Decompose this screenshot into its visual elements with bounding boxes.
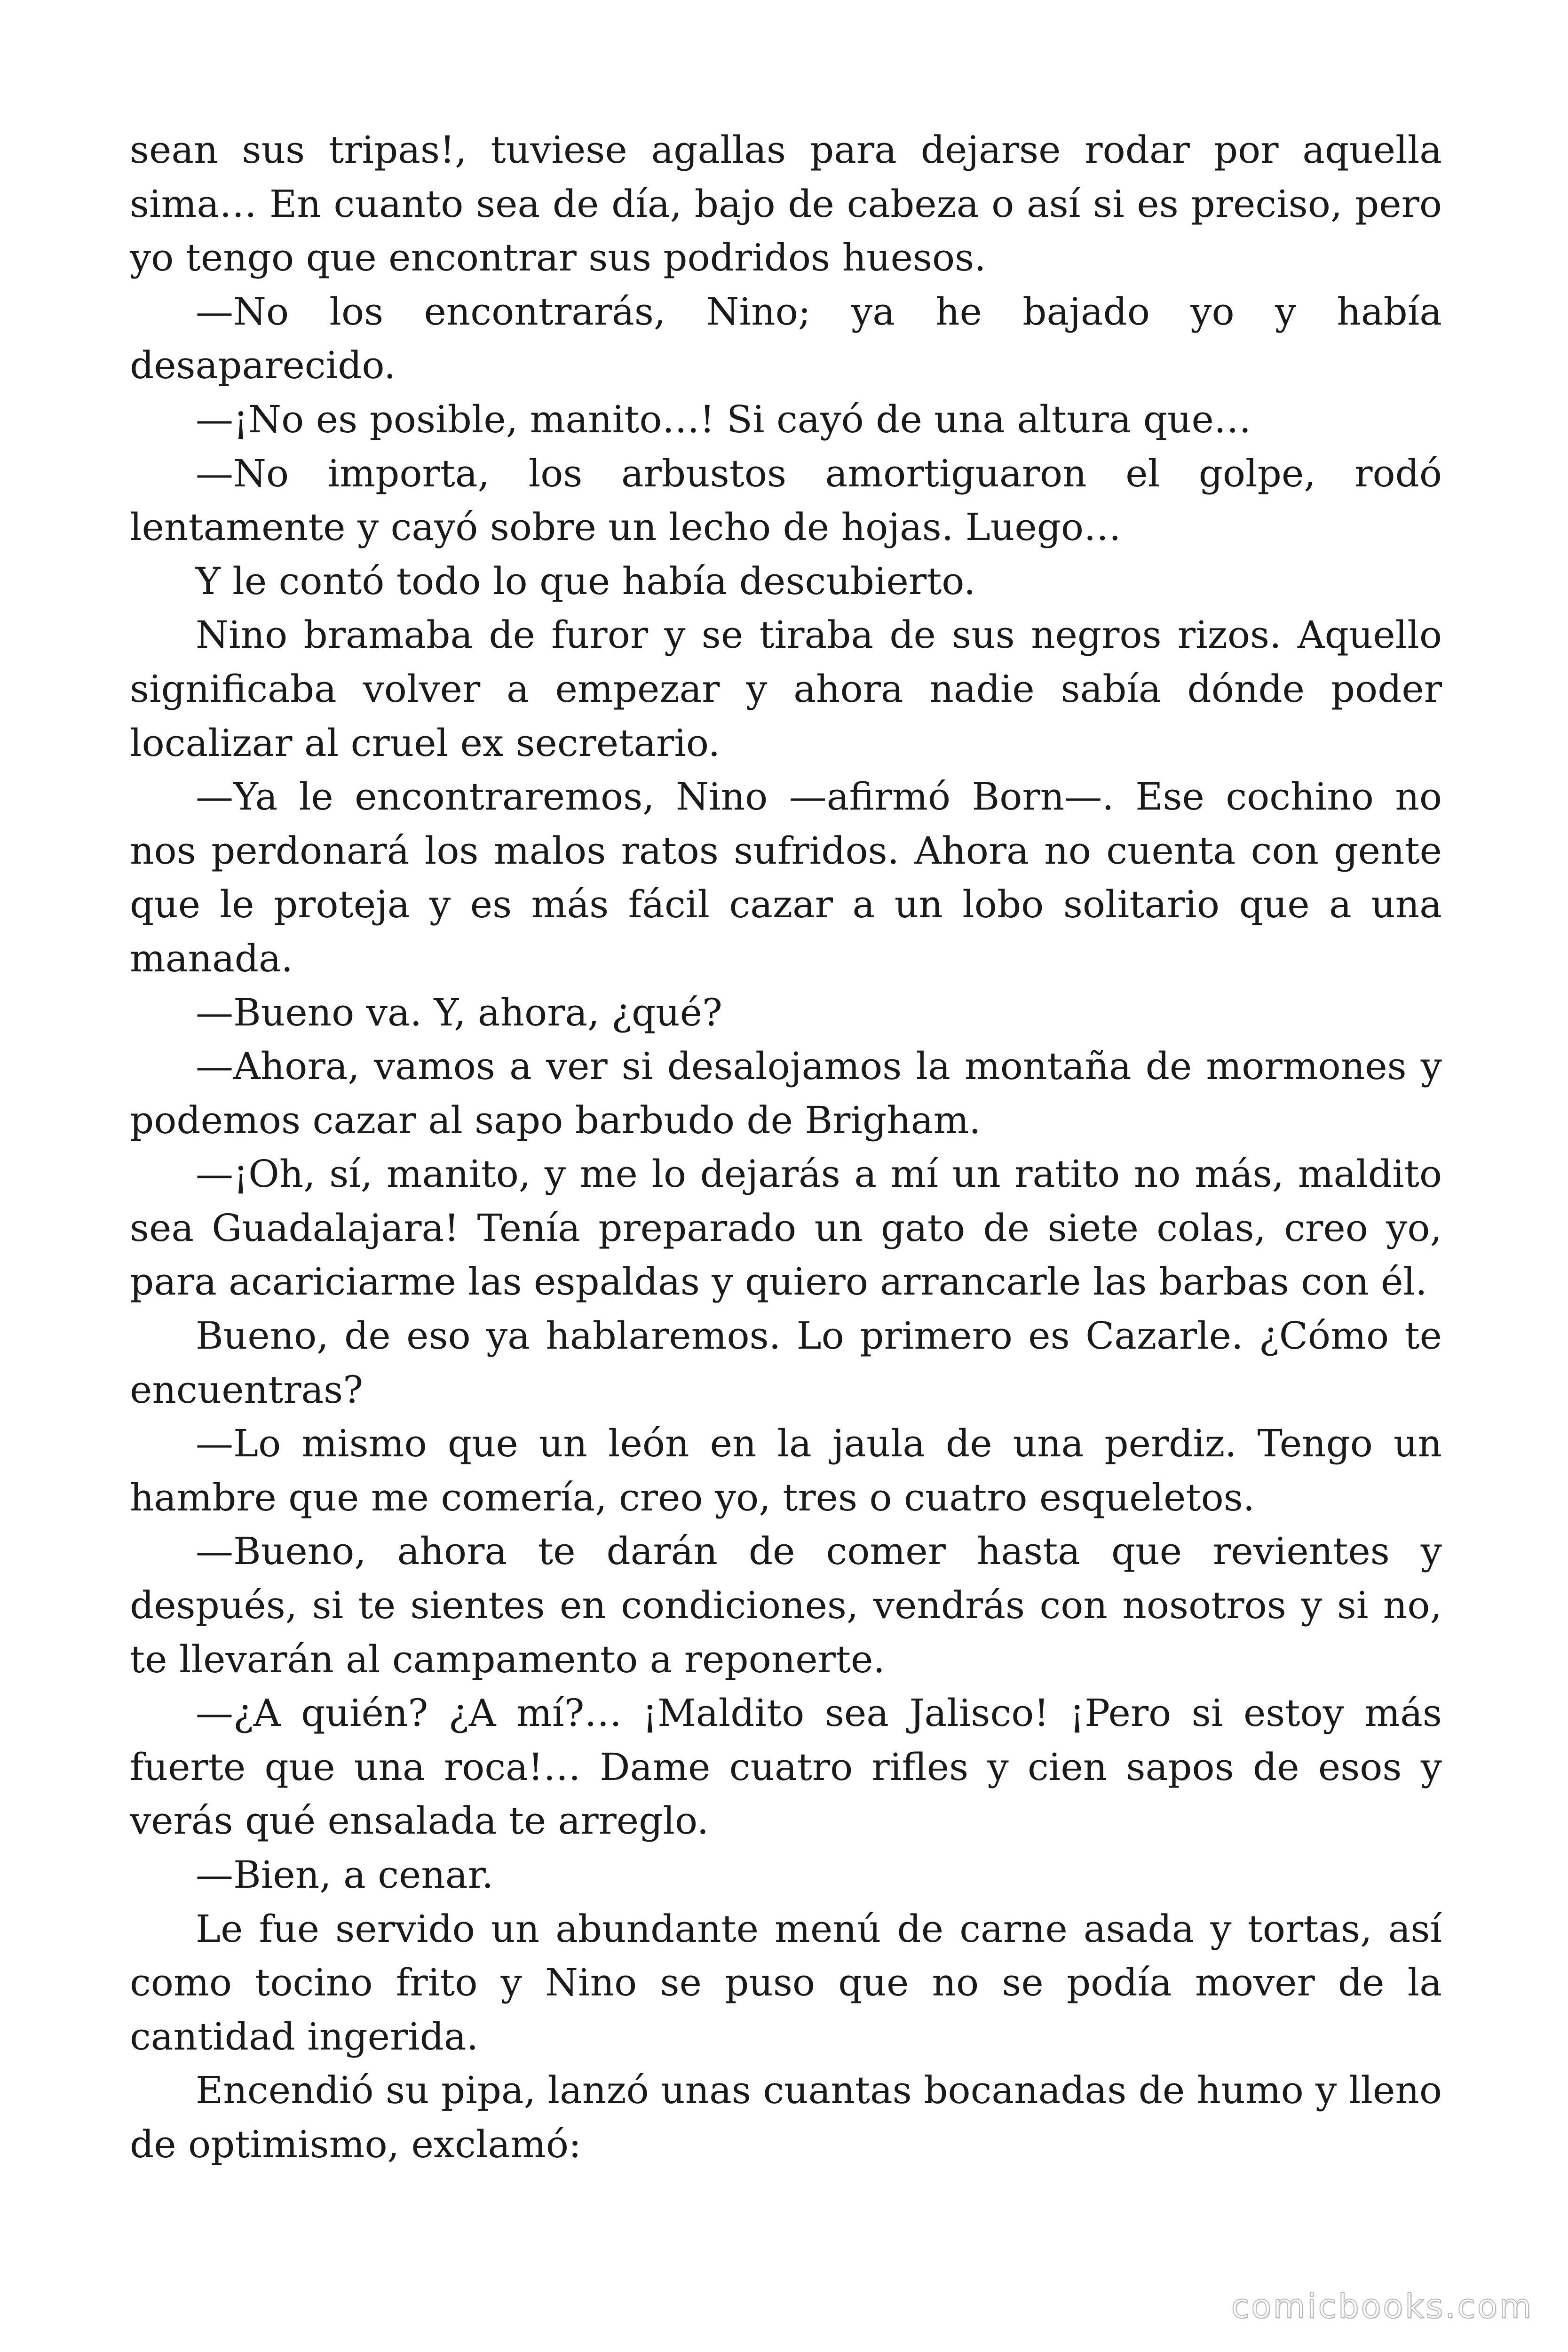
watermark-logo: comicbooks.com [1231, 2287, 1533, 2326]
paragraph-4: —No importa, los arbustos amortiguaron el golpe, rodó lentamente y cayó sobre un lecho de hojas. Luego… [130, 451, 1442, 549]
paragraph-10: —¡Oh, sí, manito, y me lo dejarás a mí un ratito no más, maldito sea Guadalajara! Tenía preparado un gato de siete colas, creo yo, para acariciarme las espaldas y quiero arrancarle las barbas con él. [130, 1152, 1442, 1304]
paragraph-6: Nino bramaba de furor y se tiraba de sus negros rizos. Aquello significaba volver a empezar y ahora nadie sabía dónde poder localizar al cruel ex secretario. [130, 613, 1442, 765]
paragraph-12: —Lo mismo que un león en la jaula de una perdiz. Tengo un hambre que me comería, creo yo, tres o cuatro esqueletos. [130, 1422, 1442, 1519]
paragraph-14: —¿A quién? ¿A mí?… ¡Maldito sea Jalisco! ¡Pero si estoy más fuerte que una roca!… Dame cuatro rifles y cien sapos de esos y verás qué ensalada te arreglo. [130, 1691, 1442, 1843]
paragraph-3: —¡No es posible, manito…! Si cayó de una altura que… [196, 397, 1251, 441]
paragraph-5: Y le contó todo lo que había descubierto. [196, 559, 976, 603]
paragraph-1: sean sus tripas!, tuviese agallas para dejarse rodar por aquella sima… En cuanto sea de día, bajo de cabeza o así si es preciso, pero yo tengo que encontrar sus podridos huesos. [130, 128, 1442, 280]
paragraph-13: —Bueno, ahora te darán de comer hasta que revientes y después, si te sientes en condiciones, vendrás con nosotros y si no, te llevarán al campamento a reponerte. [130, 1529, 1442, 1681]
paragraph-15: —Bien, a cenar. [196, 1853, 494, 1897]
page-text [130, 123, 1442, 2172]
paragraph-8: —Bueno va. Y, ahora, ¿qué? [196, 990, 722, 1034]
paragraph-11: Bueno, de eso ya hablaremos. Lo primero es Cazarle. ¿Cómo te encuentras? [130, 1314, 1442, 1412]
paragraph-7: —Ya le encontraremos, Nino —afirmó Born—. Ese cochino no nos perdonará los malos ratos sufridos. Ahora no cuenta con gente que le proteja y es más fácil cazar a un lobo solitario que a una manada. [130, 775, 1442, 980]
paragraph-2: —No los encontrarás, Nino; ya he bajado yo y había desaparecido. [130, 289, 1442, 388]
paragraph-16: Le fue servido un abundante menú de carne asada y tortas, así como tocino frito y Nino se puso que no se podía mover de la cantidad ingerida. [130, 1907, 1442, 2058]
paragraph-17: Encendió su pipa, lanzó unas cuantas bocanadas de humo y lleno de optimismo, exclamó: [130, 2068, 1442, 2166]
paragraph-9: —Ahora, vamos a ver si desalojamos la montaña de mormones y podemos cazar al sapo barbudo de Brigham. [130, 1044, 1442, 1142]
